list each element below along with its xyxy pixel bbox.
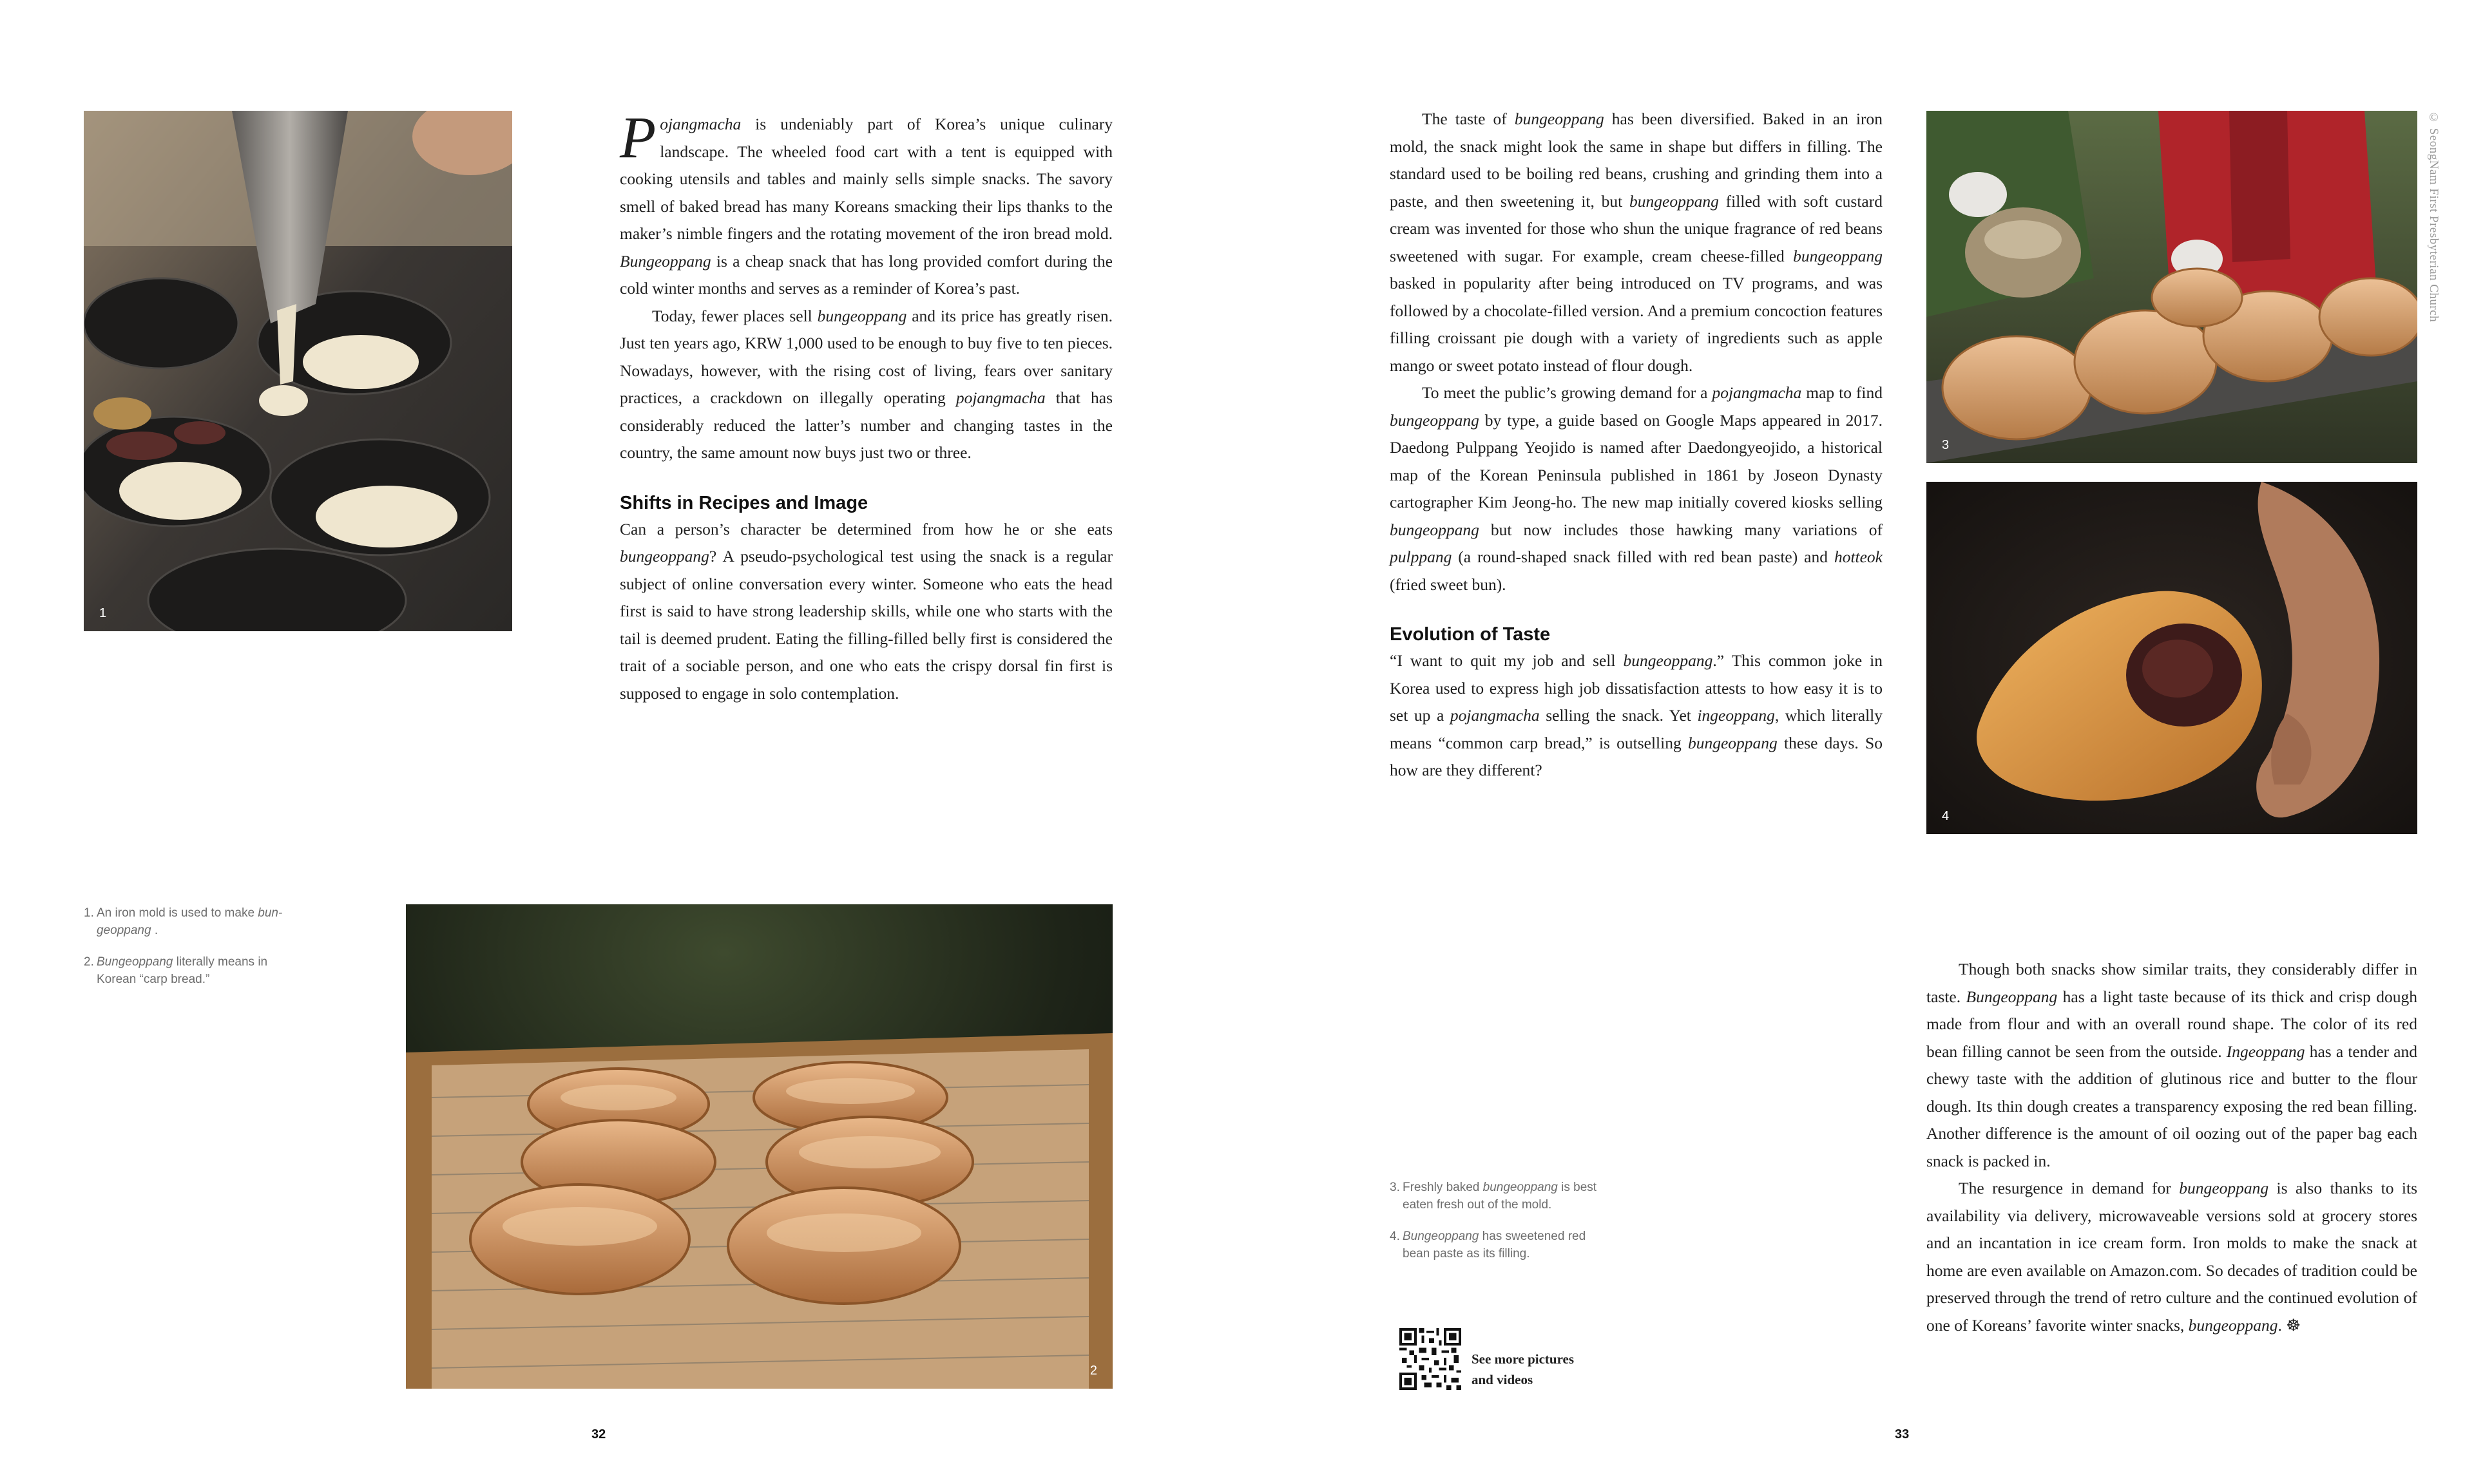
- left-captions: [84, 904, 296, 1002]
- photo-vendor-image: [1926, 111, 2417, 463]
- photo-hand-bungeoppang: [1926, 482, 2417, 834]
- paragraph-joke: “I want to quit my job and sell bungeoppang.” This common joke in Korea used to express high job dissatisfaction attests to how easy it is to set up a pojangmacha selling the snack. Yet ingeoppang, which literally means “common carp bread,” is outselling bungeoppang these days. So how are they different?: [1390, 651, 1883, 779]
- photo-1-number: 1: [99, 606, 107, 620]
- qr-label-line-2: and videos: [1472, 1372, 1533, 1387]
- drop-cap: P: [620, 104, 657, 170]
- photo-credit: © SeongNam First Presbyterian Church: [2427, 111, 2440, 323]
- paragraph-character: Can a person’s character be determined from how he or she eats bungeoppang? A pseudo-psychological test using the snack is a regular subject of online conversation every winter. Someone who eats the head first is said to have strong leadership skills, while one who starts with the tail is deemed prudent. Eating the filling-filled belly first is considered the trait of a sociable person, and one who eats the crispy dorsal fin first is supposed to engage in solo contemplation.: [620, 519, 1113, 703]
- qr-label[interactable]: [1472, 1349, 1639, 1390]
- paragraph-price: Today, fewer places sell bungeoppang and its price has greatly risen. Just ten years ago, KRW 1,000 used to be enough to buy five to ten pieces. Nowadays, however, with the rising cost of living, fears over sanitary practices, a crackdown on illegally operating pojangmacha that has considerably reduced the latter’s number and changing tastes in the country, the same amount now buys just two or three.: [620, 306, 1113, 462]
- photo-iron-mold: [84, 111, 512, 631]
- right-captions: [1390, 1179, 1615, 1277]
- intro-italic: Bungeoppang: [620, 251, 711, 271]
- qr-code-icon: [1399, 1328, 1461, 1390]
- left-text-column: [620, 104, 1113, 707]
- photo-3-number: 3: [1942, 438, 1950, 452]
- intro-text-end: is a cheap snack that has long provided comfort during the cold winter months and serves as a reminder of Korea’s past.: [620, 251, 1113, 298]
- photo-baked-bungeoppang: [406, 904, 1113, 1389]
- photo-2-number: 2: [1089, 1364, 1097, 1378]
- photo-iron-mold-image: [84, 111, 512, 631]
- paragraph-diversified: The taste of bungeoppang has been diversified. Baked in an iron mold, the snack might look the same in shape but differs in filling. The standard used to be boiling red beans, crushing and grinding them into a paste, and then sweetening it, but bungeoppang filled with soft custard cream was invented for those who shun the unique fragrance of red beans sweetened with sugar. For example, cream cheese-filled bungeoppang basked in popularity after being introduced on TV programs, and was followed by a chocolate-filled version. And a premium concoction features filling croissant pie dough with a variety of ingredients such as apple mango or sweet potato instead of flour dough.: [1390, 109, 1883, 375]
- heading-shifts: Shifts in Recipes and Image: [620, 492, 868, 513]
- intro-first-word: ojangmacha: [660, 115, 742, 133]
- paragraph-differences: Though both snacks show similar traits, they considerably differ in taste. Bungeoppang has a light taste because of its thick and crisp dough made from flour and with an overall round shape. The color of its red bean filling cannot be seen from the outside. Ingeoppang has a tender and chewy taste with the addition of glutinous rice and butter to the flour dough. Its thin dough creates a transparency exposing the red bean filling. Another difference is the amount of oil oozing out of the paper bag each snack is packed in.: [1926, 960, 2417, 1170]
- caption-3: 3. Freshly baked bungeoppang is best eaten fresh out of the mold.: [1390, 1181, 1597, 1212]
- page-number-left: 32: [591, 1427, 606, 1441]
- page-number-right: 33: [1895, 1427, 1910, 1441]
- end-mark-icon: ☸: [2286, 1315, 2301, 1335]
- intro-text: is undeniably part of Korea’s unique culinary landscape. The wheeled food cart with a tent is equipped with cooking utensils and tables and mainly sells simple snacks. The savory smell of baked bread has many Koreans smacking their lips thanks to the maker’s nimble fingers and the rotating movement of the iron bread mold.: [620, 115, 1113, 243]
- right-bottom-column: [1926, 956, 2417, 1339]
- photo-4-number: 4: [1942, 809, 1950, 823]
- right-text-column: [1390, 106, 1883, 785]
- intro-paragraph: [620, 104, 1113, 303]
- caption-4: 4. Bungeoppang has sweetened red bean paste as its filling.: [1390, 1230, 1586, 1260]
- paragraph-resurgence: The resurgence in demand for bungeoppang is also thanks to its availability via delivery, microwaveable versions sold at grocery stores and an incantation in ice cream form. Iron molds to make the snack at home are even available on Amazon.com. So decades of tradition could be preserved through the trend of retro culture and the continued evolution of one of Koreans’ favorite winter snacks, bungeoppang. ☸: [1926, 1179, 2418, 1335]
- caption-1: 1. An iron mold is used to make bun-geoppang .: [84, 906, 283, 937]
- paragraph-map: To meet the public’s growing demand for a pojangmacha map to find bungeoppang by type, a guide based on Google Maps appeared in 2017. Daedong Pulppang Yeojido is named after Daedongyeojido, a historical map of the Korean Peninsula published in 1861 by Joseon Dynasty cartographer Kim Jeong-ho. The new map initially covered kiosks selling bungeoppang but now includes those hawking many variations of pulppang (a round-shaped snack filled with red bean paste) and hotteok (fried sweet bun).: [1390, 383, 1883, 594]
- heading-evolution: Evolution of Taste: [1390, 624, 1551, 645]
- qr-code[interactable]: [1399, 1328, 1461, 1390]
- photo-vendor: [1926, 111, 2417, 463]
- qr-label-line-1: See more pictures: [1472, 1351, 1575, 1367]
- photo-hand-bungeoppang-image: [1926, 482, 2417, 834]
- photo-baked-bungeoppang-image: [406, 904, 1113, 1389]
- caption-2: 2. Bungeoppang literally means in Korean “carp bread.”: [84, 955, 268, 986]
